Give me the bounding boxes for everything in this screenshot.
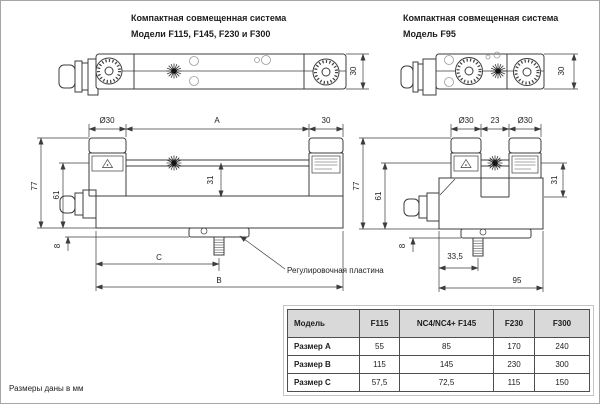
dimension-30-height	[544, 54, 578, 89]
pipe-fitting	[60, 190, 96, 218]
f95-side-view-drawing	[351, 111, 600, 301]
warning-triangle-icon	[103, 160, 113, 168]
dim-label-30: 30	[349, 66, 358, 76]
f95-title	[403, 10, 558, 42]
right-knob-tower	[309, 138, 343, 196]
size-a-f230: 170	[494, 338, 535, 356]
size-a-f145: 85	[400, 338, 494, 356]
dim-label-diameter-30-left: Ø30	[458, 116, 474, 125]
dim-label-95: 95	[512, 276, 522, 285]
size-b-f115: 115	[360, 356, 400, 374]
dim-label-77: 77	[352, 181, 361, 191]
size-c-f230: 115	[494, 374, 535, 392]
combined-system-title-line2: Модели F115, F145, F230 и F300	[131, 29, 271, 39]
row-label-size-b: Размер B	[288, 356, 360, 374]
units-note: Размеры даны в мм	[9, 384, 84, 393]
row-label-size-c: Размер C	[288, 374, 360, 392]
dial-knob-icon	[313, 59, 339, 85]
dimension-95	[439, 231, 543, 292]
valve-housing	[96, 196, 343, 228]
dim-label-30: 30	[557, 66, 566, 76]
dim-label-61: 61	[374, 191, 383, 201]
starburst-icon	[167, 64, 182, 79]
size-c-f145: 72,5	[400, 374, 494, 392]
dim-label-31: 31	[550, 175, 559, 185]
dim-label-33-5: 33,5	[447, 252, 463, 261]
dim-label-diameter-30: Ø30	[99, 116, 115, 125]
size-b-f300: 300	[535, 356, 590, 374]
dim-label-8: 8	[398, 243, 407, 249]
size-b-f230: 230	[494, 356, 535, 374]
dimension-c	[96, 231, 222, 291]
label-text-lines	[315, 159, 338, 169]
dimension-31	[541, 163, 567, 197]
f95-title-line1: Компактная совмещенная система	[403, 13, 559, 23]
warning-triangle-icon	[461, 160, 471, 168]
dim-label-31: 31	[206, 175, 215, 185]
adjustment-plate	[461, 229, 531, 256]
dial-knob-icon	[96, 58, 122, 84]
row-label-size-a: Размер A	[288, 338, 360, 356]
f95-top-view-drawing	[396, 49, 586, 109]
dim-label-30: 30	[321, 116, 331, 125]
dimension-33-5	[439, 231, 478, 292]
combined-system-title	[131, 10, 286, 42]
starburst-icon	[167, 156, 182, 171]
dim-label-b: B	[216, 276, 222, 285]
dimension-31	[206, 163, 221, 197]
starburst-icon	[488, 156, 503, 171]
table-header-row	[288, 310, 590, 338]
dim-label-61: 61	[52, 190, 61, 200]
table-header-f115: F115	[360, 310, 400, 338]
size-a-f300: 240	[535, 338, 590, 356]
size-table	[287, 309, 590, 392]
dimension-8	[53, 237, 189, 251]
starburst-icon	[491, 64, 506, 79]
dim-label-77: 77	[30, 181, 39, 191]
dim-label-8: 8	[53, 243, 62, 249]
size-table-wrap	[283, 305, 594, 396]
dim-label-a: A	[214, 116, 220, 125]
table-header-nc4-f145: NC4/NC4+ F145	[400, 310, 494, 338]
pipe-fitting	[404, 193, 439, 221]
left-knob-tower	[89, 138, 126, 196]
size-c-f115: 57,5	[360, 374, 400, 392]
adjustment-plate	[189, 228, 249, 255]
pipe-fitting	[401, 59, 436, 95]
combined-top-view-drawing	[51, 49, 376, 109]
size-c-f300: 150	[535, 374, 590, 392]
dimension-row-top	[451, 116, 541, 137]
size-b-f145: 145	[400, 356, 494, 374]
dial-knob-icon	[514, 59, 541, 86]
pipe-fitting	[59, 59, 98, 95]
dim-label-23: 23	[490, 116, 500, 125]
table-header-f300: F300	[535, 310, 590, 338]
table-header-f230: F230	[494, 310, 535, 338]
dimension-8	[398, 238, 461, 252]
table-row-size-a	[288, 338, 590, 356]
dim-label-diameter-30-right: Ø30	[517, 116, 533, 125]
table-row-size-c	[288, 374, 590, 392]
valve-housing	[439, 178, 543, 229]
dimension-30-height	[346, 54, 369, 89]
dimension-row-top	[89, 116, 343, 137]
table-header-model: Модель	[288, 310, 360, 338]
label-text-lines	[515, 159, 536, 169]
table-row-size-b	[288, 356, 590, 374]
dim-label-c: C	[156, 253, 162, 262]
adjustment-plate-label: Регулировочная пластина	[287, 266, 384, 275]
f95-title-line2: Модель F95	[403, 29, 456, 39]
combined-system-title-line1: Компактная совмещенная система	[131, 13, 287, 23]
dial-knob-icon	[456, 58, 483, 85]
size-a-f115: 55	[360, 338, 400, 356]
